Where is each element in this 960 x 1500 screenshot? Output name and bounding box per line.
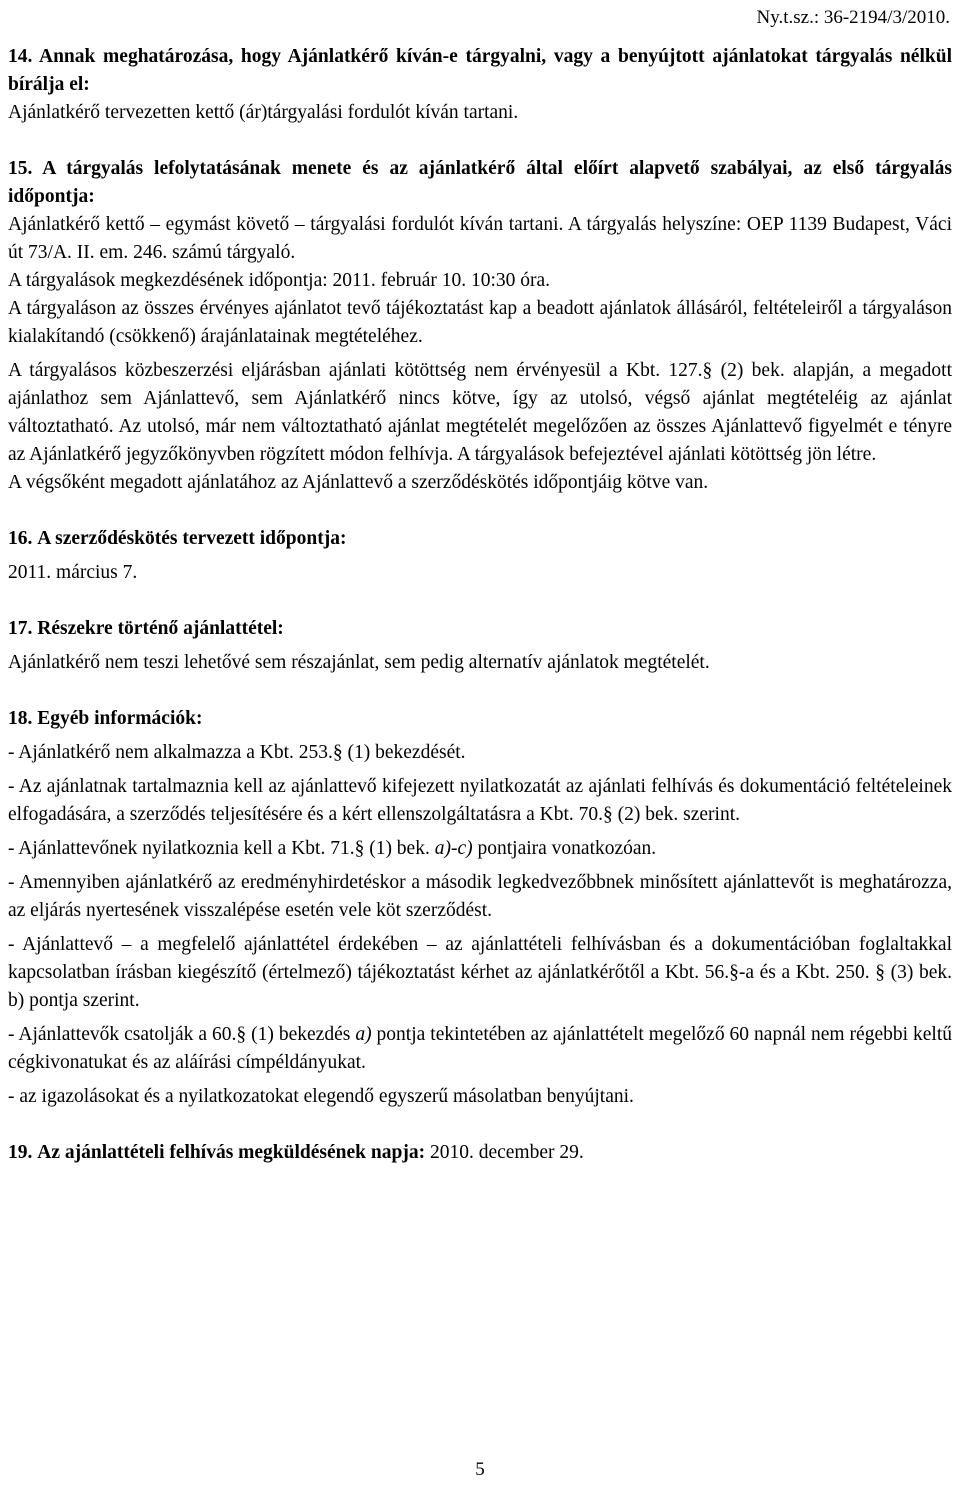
section-17 [8,615,952,677]
section-17-number: 17. [8,618,33,639]
section-15-heading: 15. A tárgyalás lefolytatásának menete és az ajánlatkérő által előírt alapvető szabályai, az első tárgyalás időpontja: [8,158,952,207]
section-18 [8,705,952,1111]
section-15-paragraph-4: A tárgyalásos közbeszerzési eljárásban ajánlati kötöttség nem érvényesül a Kbt. 127.§ (2) bek. alapján, a megadott ajánlathoz sem Ajánlattevő, sem Ajánlatkérő nincs kötve, így az utolsó, végső ajánlat megtételéig az ajánlat változtatható. Az utolsó, már nem változtatható ajánlat megtételét megelőzően az összes Ajánlattevő figyelmét e tényre az Ajánlatkérő jegyzőkönyvben rögzített módon felhívja. A tárgyalások befejeztével ajánlati kötöttség jön létre. [8,360,952,465]
list-item: - az igazolásokat és a nyilatkozatokat elegendő egyszerű másolatban benyújtani. [8,1086,634,1107]
section-16-title: A szerződéskötés tervezett időpontja: [37,528,347,549]
section-18-list [8,739,952,1111]
section-16-number: 16. [8,528,33,549]
section-19-number: 19. [8,1142,33,1163]
section-16-heading [8,525,952,553]
list-item: - Ajánlattevő – a megfelelő ajánlattétel érdekében – az ajánlattételi felhívásban és a dokumentációban foglaltakkal kapcsolatban írásban kiegészítő (értelmező) tájékoztatást kérhet az ajánlatkérőtől a Kbt. 56.§-a és a Kbt. 250. § (3) bek. b) pontja szerint. [8,934,952,1011]
list-item: - Ajánlattevők csatolják a 60.§ (1) bekezdés a) pontja tekintetében az ajánlattételt megelőző 60 napnál nem régebbi keltű cégkivonatukat és az aláírási címpéldányukat. [8,1024,953,1073]
section-14 [8,43,952,127]
list-item: - Amennyiben ajánlatkérő az eredményhirdetéskor a második legkedvezőbbnek minősített ajánlattevőt is meghatározza, az eljárás nyertesének visszalépése esetén vele köt szerződést. [8,872,952,921]
section-15-paragraph-5: A végsőként megadott ajánlatához az Ajánlattevő a szerződéskötés időpontjáig kötve van. [8,472,709,493]
section-19-date: 2010. december 29. [425,1142,584,1163]
section-15-paragraph-1: Ajánlatkérő kettő – egymást követő – tárgyalási fordulót kíván tartani. A tárgyalás helyszíne: OEP 1139 Budapest, Váci út 73/A. II. em. 246. számú tárgyaló. [8,214,952,263]
section-19 [8,1139,952,1167]
section-18-number: 18. [8,708,33,729]
section-14-text: Ajánlatkérő tervezetten kettő (ár)tárgyalási fordulót kíván tartani. [8,102,519,123]
list-item: - Az ajánlatnak tartalmaznia kell az ajánlattevő kifejezett nyilatkozatát az ajánlati felhívás és dokumentáció feltételeinek elfogadására, a szerződés teljesítésére és a kért ellenszolgáltatásra a Kbt. 70.§ (2) bek. szerint. [8,776,952,825]
section-15 [8,155,952,497]
document-body [8,43,952,1167]
section-15-paragraph-2: A tárgyalások megkezdésének időpontja: 2011. február 10. 10:30 óra. [8,270,551,291]
section-17-text: Ajánlatkérő nem teszi lehetővé sem részajánlat, sem pedig alternatív ajánlatok megtételét. [8,652,710,673]
section-18-heading [8,705,952,733]
section-16 [8,525,952,587]
section-19-line [8,1139,952,1167]
section-17-title: Részekre történő ajánlattétel: [37,618,284,639]
section-14-heading: 14. Annak meghatározása, hogy Ajánlatkérő kíván-e tárgyalni, vagy a benyújtott ajánlatokat tárgyalás nélkül bírálja el: [8,46,952,95]
reference-number: Ny.t.sz.: 36-2194/3/2010. [756,7,950,28]
section-17-heading [8,615,952,643]
list-item: - Ajánlatkérő nem alkalmazza a Kbt. 253.§ (1) bekezdését. [8,742,466,763]
page-number: 5 [475,1459,485,1480]
section-18-title: Egyéb információk: [37,708,203,729]
list-item: - Ajánlattevőnek nyilatkoznia kell a Kbt. 71.§ (1) bek. a)-c) pontjaira vonatkozóan. [8,838,657,859]
section-16-text: 2011. március 7. [8,562,138,583]
section-15-paragraph-3: A tárgyaláson az összes érvényes ajánlatot tevő tájékoztatást kap a beadott ajánlatok állásáról, feltételeiről a tárgyaláson kialakítandó (csökkenő) árajánlatainak megtételéhez. [8,298,952,347]
section-19-title: Az ajánlattételi felhívás megküldésének napja: [37,1142,426,1163]
